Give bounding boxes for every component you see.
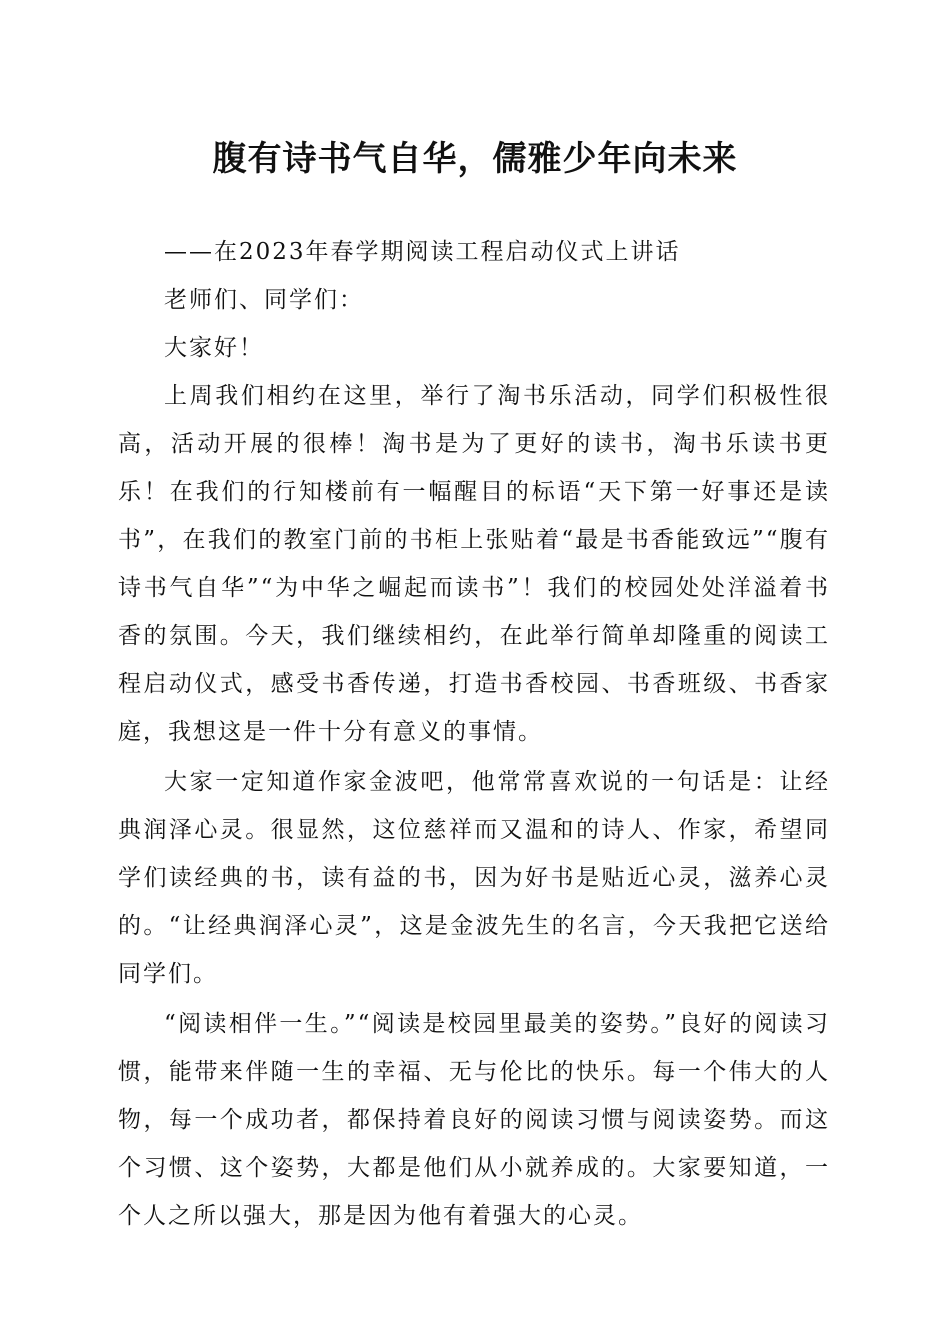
- greeting-line: 大家好！: [164, 335, 264, 361]
- body-paragraph-2: 大家一定知道作家金波吧，他常常喜欢说的一句话是：让经典润泽心灵。很显然，这位慈祥而又温和的诗人、作家，希望同学们读经典的书，读有益的书，因为好书是贴近心灵，滋养心灵的。“让经典润泽心灵”，这是金波先生的名言，今天我把它送给同学们。: [118, 769, 830, 987]
- body-paragraph-1: 上周我们相约在这里，举行了淘书乐活动，同学们积极性很高，活动开展的很棒！淘书是为了更好的读书，淘书乐读书更乐！在我们的行知楼前有一幅醒目的标语“天下第一好事还是读书”，在我们的教室门前的书柜上张贴着“最是书香能致远”“腹有诗书气自华”“为中华之崛起而读书”！我们的校园处处洋溢着书香的氛围。今天，我们继续相约，在此举行简单却隆重的阅读工程启动仪式，感受书香传递，打造书香校园、书香班级、书香家庭，我想这是一件十分有意义的事情。: [118, 383, 830, 745]
- document-title: 腹有诗书气自华，儒雅少年向未来: [212, 139, 738, 179]
- document-body: [118, 228, 830, 1240]
- body-paragraph-3: “阅读相伴一生。”“阅读是校园里最美的姿势。”良好的阅读习惯，能带来伴随一生的幸福、无与伦比的快乐。每一个伟大的人物，每一个成功者，都保持着良好的阅读习惯与阅读姿势。而这个习惯、这个姿势，大都是他们从小就养成的。大家要知道，一个人之所以强大，那是因为他有着强大的心灵。: [118, 1011, 830, 1229]
- salutation-line: 老师们、同学们：: [164, 287, 364, 313]
- subtitle-line: ——在2023年春学期阅读工程启动仪式上讲话: [164, 239, 681, 265]
